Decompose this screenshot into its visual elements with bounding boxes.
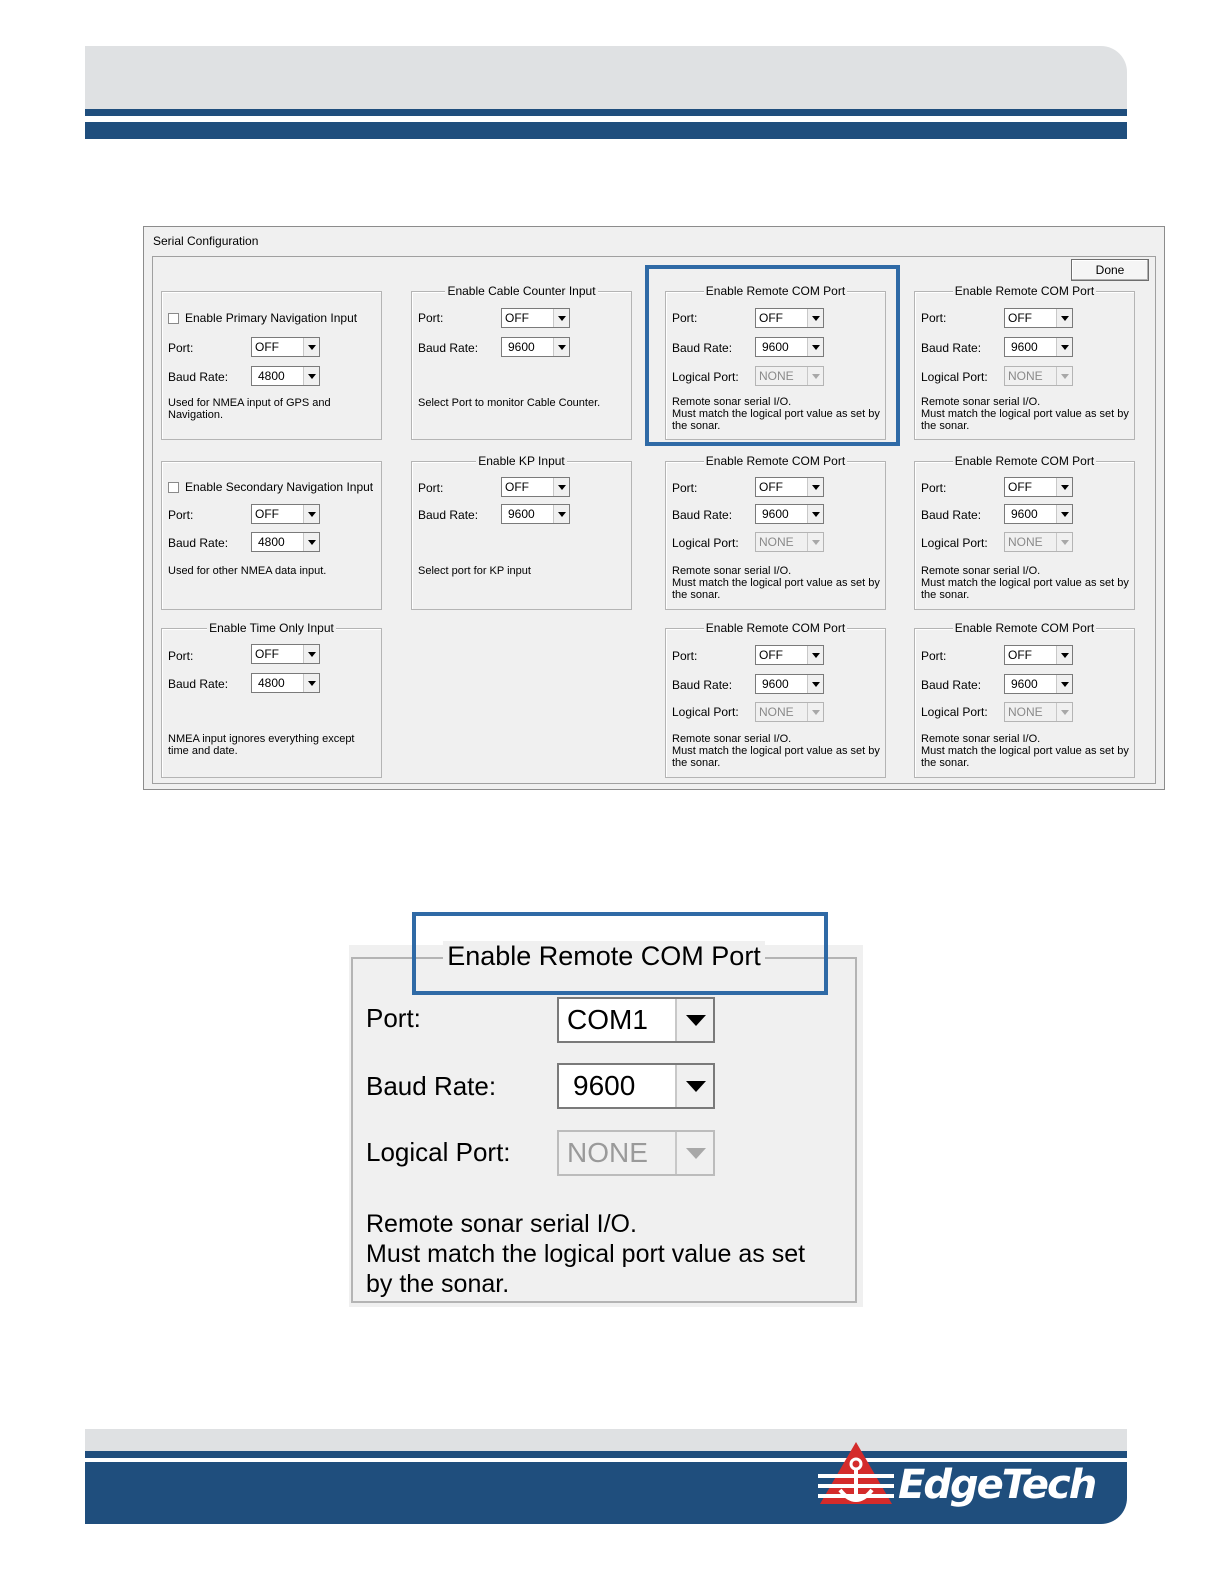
baud-rate-value: 9600: [573, 1070, 636, 1101]
baud-rate-value: 9600: [508, 340, 535, 354]
chevron-down-icon[interactable]: [303, 505, 319, 523]
port-value: OFF: [759, 480, 783, 494]
baud-rate-value: 9600: [762, 340, 789, 354]
chevron-down-icon[interactable]: [553, 309, 569, 327]
baud-rate-select[interactable]: [1004, 674, 1073, 694]
baud-rate-value: 9600: [1011, 677, 1038, 691]
group-note: Used for other NMEA data input.: [168, 565, 327, 577]
logical-port-label: Logical Port:: [672, 370, 739, 384]
header-bar: [85, 122, 1127, 139]
baud-rate-select[interactable]: [501, 504, 570, 524]
group-title: Enable Remote COM Port: [954, 284, 1095, 298]
port-select[interactable]: [755, 477, 824, 497]
port-select[interactable]: [1004, 645, 1073, 665]
group-title: Enable Remote COM Port: [705, 621, 846, 635]
group-title: Enable Remote COM Port: [705, 454, 846, 468]
baud-rate-select[interactable]: [251, 532, 320, 552]
baud-rate-select[interactable]: [755, 504, 824, 524]
anchor-triangle-icon: [818, 1440, 894, 1512]
baud-rate-value: 9600: [762, 507, 789, 521]
baud-rate-select[interactable]: [501, 337, 570, 357]
port-value: OFF: [1008, 648, 1032, 662]
baud-rate-label: Baud Rate:: [672, 508, 733, 522]
logical-port-label: Logical Port:: [672, 536, 739, 550]
chevron-down-icon[interactable]: [807, 675, 823, 693]
group-title: Enable Time Only Input: [209, 621, 334, 635]
chevron-down-icon[interactable]: [303, 645, 319, 663]
logical-port-label: Logical Port:: [366, 1137, 511, 1167]
note-line-2: Must match the logical port value as set by the sonar.: [672, 408, 880, 432]
note-line-1: Remote sonar serial I/O.: [672, 396, 792, 408]
baud-rate-value: 9600: [508, 507, 535, 521]
logical-port-select: [1004, 366, 1073, 386]
group-title: Enable Remote COM Port: [954, 621, 1095, 635]
baud-rate-value: 9600: [1011, 340, 1038, 354]
logical-port-select: [755, 702, 824, 722]
port-label: Port:: [168, 508, 194, 522]
baud-rate-label: Baud Rate:: [418, 341, 479, 355]
zoomed-group-box: [351, 941, 857, 1303]
baud-rate-value: 4800: [258, 369, 285, 383]
port-label: Port:: [366, 1003, 421, 1033]
baud-rate-value: 9600: [762, 677, 789, 691]
chevron-down-icon: [1056, 533, 1072, 551]
logical-port-value: NONE: [759, 369, 794, 383]
port-label: Port:: [921, 311, 947, 325]
remote-com-port-group-6: [914, 621, 1135, 778]
logical-port-value: NONE: [1008, 369, 1043, 383]
note-line-2: Must match the logical port value as set by the sonar.: [672, 577, 880, 601]
baud-rate-select[interactable]: [251, 366, 320, 386]
port-label: Port:: [168, 341, 194, 355]
chevron-down-icon[interactable]: [675, 1065, 713, 1107]
port-value: OFF: [759, 311, 783, 325]
highlight-frame: [645, 265, 900, 446]
note-line-2: Must match the logical port value as set by the sonar.: [921, 408, 1129, 432]
note-line-1: Remote sonar serial I/O.: [921, 565, 1041, 577]
chevron-down-icon[interactable]: [807, 505, 823, 523]
chevron-down-icon[interactable]: [553, 338, 569, 356]
remote-com-port-group-4: [914, 454, 1135, 610]
port-label: Port:: [672, 311, 698, 325]
baud-rate-select[interactable]: [755, 674, 824, 694]
logical-port-value: NONE: [759, 535, 794, 549]
logical-port-label: Logical Port:: [672, 705, 739, 719]
enable-primary-navigation-checkbox[interactable]: [168, 311, 357, 325]
logical-port-select: [1004, 702, 1073, 722]
port-value: COM1: [567, 1004, 648, 1035]
note-line-1: Remote sonar serial I/O.: [921, 733, 1041, 745]
port-label: Port:: [418, 481, 444, 495]
chevron-down-icon[interactable]: [553, 478, 569, 496]
chevron-down-icon[interactable]: [1056, 646, 1072, 664]
logical-port-value: NONE: [759, 705, 794, 719]
chevron-down-icon[interactable]: [303, 338, 319, 356]
baud-rate-label: Baud Rate:: [921, 678, 982, 692]
port-label: Port:: [168, 649, 194, 663]
highlight-frame: [412, 912, 828, 995]
baud-rate-label: Baud Rate:: [168, 370, 229, 384]
checkbox-box[interactable]: [168, 482, 179, 493]
remote-com-port-group-3: [665, 454, 886, 610]
group-note: Select port for KP input: [418, 565, 531, 577]
port-value: OFF: [505, 480, 529, 494]
baud-rate-label: Baud Rate:: [921, 508, 982, 522]
group-title: Enable Remote COM Port: [705, 284, 846, 298]
cable-counter-group: [411, 284, 632, 440]
port-select[interactable]: [501, 477, 570, 497]
logical-port-label: Logical Port:: [921, 705, 988, 719]
note-line-2: Must match the logical port value as set by the sonar.: [366, 1240, 806, 1298]
chevron-down-icon[interactable]: [807, 646, 823, 664]
port-select[interactable]: [251, 644, 320, 664]
chevron-down-icon[interactable]: [553, 505, 569, 523]
remote-com-port-group-2: [914, 284, 1135, 440]
baud-rate-value: 4800: [258, 535, 285, 549]
logical-port-select: [1004, 532, 1073, 552]
header-band: [85, 46, 1127, 110]
group-title: Enable KP Input: [478, 454, 565, 468]
baud-rate-select[interactable]: [251, 673, 320, 693]
baud-rate-label: Baud Rate:: [672, 678, 733, 692]
port-label: Port:: [672, 481, 698, 495]
secondary-navigation-group: [161, 461, 382, 610]
enable-secondary-navigation-checkbox[interactable]: [168, 480, 373, 494]
port-select[interactable]: [251, 504, 320, 524]
logical-port-value: NONE: [1008, 705, 1043, 719]
port-label: Port:: [921, 649, 947, 663]
port-select[interactable]: [557, 997, 715, 1043]
baud-rate-select[interactable]: [557, 1063, 715, 1109]
port-select[interactable]: [755, 645, 824, 665]
logical-port-value: NONE: [1008, 535, 1043, 549]
chevron-down-icon[interactable]: [303, 367, 319, 385]
chevron-down-icon[interactable]: [1056, 505, 1072, 523]
group-title: Enable Remote COM Port: [954, 454, 1095, 468]
chevron-down-icon: [1056, 703, 1072, 721]
done-button[interactable]: Done: [1071, 259, 1149, 281]
baud-rate-value: 9600: [1011, 507, 1038, 521]
baud-rate-select[interactable]: [1004, 337, 1073, 357]
note-line-2: Must match the logical port value as set by the sonar.: [672, 745, 880, 769]
baud-rate-label: Baud Rate:: [672, 341, 733, 355]
chevron-down-icon: [675, 1132, 713, 1174]
chevron-down-icon: [807, 533, 823, 551]
checkbox-label: Enable Primary Navigation Input: [185, 311, 358, 325]
port-value: OFF: [255, 507, 279, 521]
chevron-down-icon[interactable]: [303, 674, 319, 692]
logical-port-value: NONE: [567, 1137, 648, 1168]
time-only-group: [161, 621, 382, 778]
logical-port-select: [755, 532, 824, 552]
logical-port-label: Logical Port:: [921, 536, 988, 550]
port-value: OFF: [505, 311, 529, 325]
port-value: OFF: [759, 648, 783, 662]
group-note: Used for NMEA input of GPS and Navigation.: [168, 397, 331, 421]
checkbox-box[interactable]: [168, 313, 179, 324]
group-note: NMEA input ignores everything except time and date.: [168, 733, 355, 757]
remote-com-port-group-5: [665, 621, 886, 778]
note-line-1: Remote sonar serial I/O.: [921, 396, 1041, 408]
header-rule: [85, 109, 1127, 116]
baud-rate-value: 4800: [258, 676, 285, 690]
note-line-1: Remote sonar serial I/O.: [672, 565, 792, 577]
logical-port-select: [557, 1130, 715, 1176]
port-select[interactable]: [1004, 308, 1073, 328]
logical-port-label: Logical Port:: [921, 370, 988, 384]
chevron-down-icon: [807, 703, 823, 721]
primary-navigation-group: [161, 291, 382, 440]
baud-rate-label: Baud Rate:: [168, 536, 229, 550]
port-value: OFF: [255, 647, 279, 661]
chevron-down-icon[interactable]: [807, 478, 823, 496]
port-value: OFF: [1008, 311, 1032, 325]
port-select[interactable]: [1004, 477, 1073, 497]
chevron-down-icon[interactable]: [1056, 675, 1072, 693]
chevron-down-icon[interactable]: [675, 999, 713, 1041]
baud-rate-label: Baud Rate:: [921, 341, 982, 355]
note-line-1: Remote sonar serial I/O.: [672, 733, 792, 745]
baud-rate-label: Baud Rate:: [168, 677, 229, 691]
baud-rate-select[interactable]: [1004, 504, 1073, 524]
chevron-down-icon: [1056, 367, 1072, 385]
note-line-2: Must match the logical port value as set by the sonar.: [921, 745, 1129, 769]
baud-rate-label: Baud Rate:: [418, 508, 479, 522]
group-note: Select Port to monitor Cable Counter.: [418, 397, 601, 409]
port-value: OFF: [255, 340, 279, 354]
port-value: OFF: [1008, 480, 1032, 494]
kp-input-group: [411, 454, 632, 610]
chevron-down-icon[interactable]: [1056, 338, 1072, 356]
port-select[interactable]: [251, 337, 320, 357]
zoomed-note: [366, 1209, 836, 1299]
chevron-down-icon[interactable]: [1056, 309, 1072, 327]
zoomed-group-title: Enable Remote COM Port: [443, 941, 765, 971]
chevron-down-icon[interactable]: [1056, 478, 1072, 496]
edgetech-logo: [818, 1440, 1096, 1516]
group-title: Enable Cable Counter Input: [447, 284, 596, 298]
port-label: Port:: [418, 311, 444, 325]
window-title: Serial Configuration: [153, 234, 259, 248]
port-label: Port:: [921, 481, 947, 495]
port-select[interactable]: [501, 308, 570, 328]
chevron-down-icon[interactable]: [303, 533, 319, 551]
port-label: Port:: [672, 649, 698, 663]
note-line-1: Remote sonar serial I/O.: [366, 1210, 637, 1238]
checkbox-label: Enable Secondary Navigation Input: [185, 480, 374, 494]
note-line-2: Must match the logical port value as set by the sonar.: [921, 577, 1129, 601]
brand-name: EdgeTech: [898, 1462, 1096, 1508]
baud-rate-label: Baud Rate:: [366, 1071, 497, 1101]
zoomed-remote-com-port: [349, 941, 863, 1307]
